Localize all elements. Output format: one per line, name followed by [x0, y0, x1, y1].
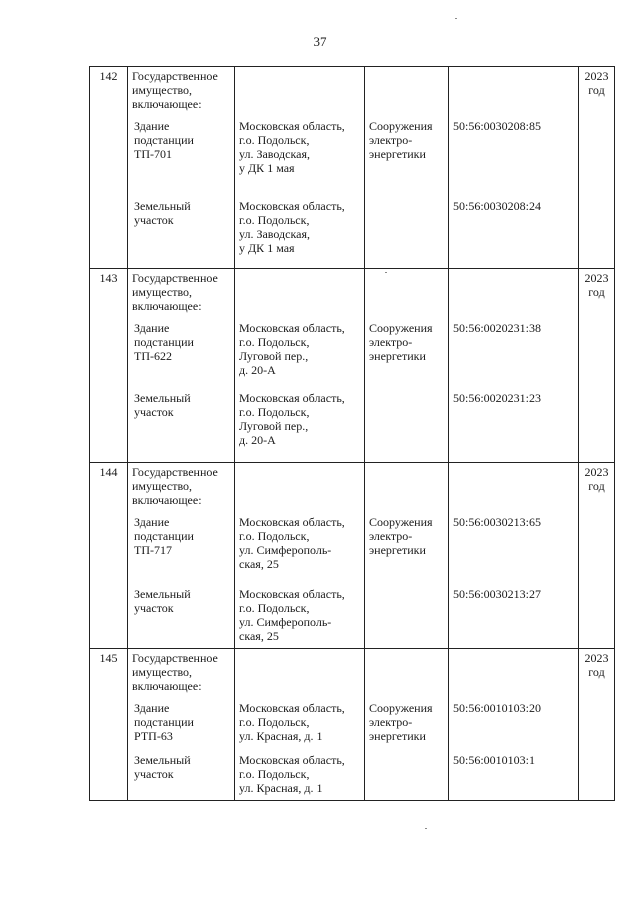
entry-year: 2023 год: [579, 67, 615, 269]
item-name: Земельный участок: [128, 753, 235, 801]
item-address: Московская область, г.о. Подольск, ул. Заводская, у ДК 1 мая: [235, 119, 365, 199]
item-row: [90, 199, 615, 269]
item-type: [365, 753, 449, 801]
entry-title: Государственное имущество, включающее:: [128, 463, 235, 515]
item-name: Здание подстанции ТП-622: [128, 321, 235, 391]
item-row: [90, 119, 615, 199]
item-cadastral-number: 50:56:0020231:23: [449, 391, 579, 463]
item-name: Земельный участок: [128, 587, 235, 649]
entry-header-row: [90, 649, 615, 701]
entry-header-row: [90, 269, 615, 321]
empty-cell: [449, 649, 579, 701]
entry-title: Государственное имущество, включающее:: [128, 269, 235, 321]
empty-cell: [235, 269, 365, 321]
empty-cell: [235, 649, 365, 701]
item-type: [365, 199, 449, 269]
item-type: [365, 587, 449, 649]
entry-number: 142: [90, 67, 128, 269]
empty-cell: [235, 463, 365, 515]
page-number: 37: [313, 34, 327, 49]
item-row: [90, 391, 615, 463]
item-type: Сооружения электро- энергетики: [365, 321, 449, 391]
empty-cell: [365, 67, 449, 119]
empty-cell: [449, 463, 579, 515]
item-cadastral-number: 50:56:0020231:38: [449, 321, 579, 391]
item-address: Московская область, г.о. Подольск, ул. Заводская, у ДК 1 мая: [235, 199, 365, 269]
empty-cell: [365, 269, 449, 321]
item-row: [90, 587, 615, 649]
empty-cell: [365, 649, 449, 701]
item-address: Московская область, г.о. Подольск, ул. Симферополь- ская, 25: [235, 515, 365, 587]
item-type: Сооружения электро- энергетики: [365, 701, 449, 753]
item-address: Московская область, г.о. Подольск, ул. Красная, д. 1: [235, 753, 365, 801]
item-type: Сооружения электро- энергетики: [365, 515, 449, 587]
entry-number: 143: [90, 269, 128, 463]
empty-cell: [449, 67, 579, 119]
entry-header-row: [90, 463, 615, 515]
item-name: Земельный участок: [128, 199, 235, 269]
item-name: Здание подстанции ТП-717: [128, 515, 235, 587]
entry-title: Государственное имущество, включающее:: [128, 649, 235, 701]
item-cadastral-number: 50:56:0010103:1: [449, 753, 579, 801]
item-row: [90, 753, 615, 801]
property-registry-table: [89, 66, 615, 801]
entry-year: 2023 год: [579, 649, 615, 801]
item-name: Здание подстанции РТП-63: [128, 701, 235, 753]
item-address: Московская область, г.о. Подольск, Луговой пер., д. 20-А: [235, 321, 365, 391]
entry-number: 144: [90, 463, 128, 649]
item-row: [90, 321, 615, 391]
empty-cell: [235, 67, 365, 119]
item-address: Московская область, г.о. Подольск, Луговой пер., д. 20-А: [235, 391, 365, 463]
item-cadastral-number: 50:56:0030208:85: [449, 119, 579, 199]
item-cadastral-number: 50:56:0030213:27: [449, 587, 579, 649]
item-cadastral-number: 50:56:0010103:20: [449, 701, 579, 753]
item-row: [90, 515, 615, 587]
empty-cell: [365, 463, 449, 515]
item-address: Московская область, г.о. Подольск, ул. Красная, д. 1: [235, 701, 365, 753]
item-cadastral-number: 50:56:0030208:24: [449, 199, 579, 269]
item-row: [90, 701, 615, 753]
item-name: Здание подстанции ТП-701: [128, 119, 235, 199]
item-address: Московская область, г.о. Подольск, ул. Симферополь- ская, 25: [235, 587, 365, 649]
entry-year: 2023 год: [579, 269, 615, 463]
entry-header-row: [90, 67, 615, 119]
item-type: Сооружения электро- энергетики: [365, 119, 449, 199]
empty-cell: [449, 269, 579, 321]
item-name: Земельный участок: [128, 391, 235, 463]
entry-year: 2023 год: [579, 463, 615, 649]
item-cadastral-number: 50:56:0030213:65: [449, 515, 579, 587]
item-type: [365, 391, 449, 463]
entry-title: Государственное имущество, включающее:: [128, 67, 235, 119]
entry-number: 145: [90, 649, 128, 801]
